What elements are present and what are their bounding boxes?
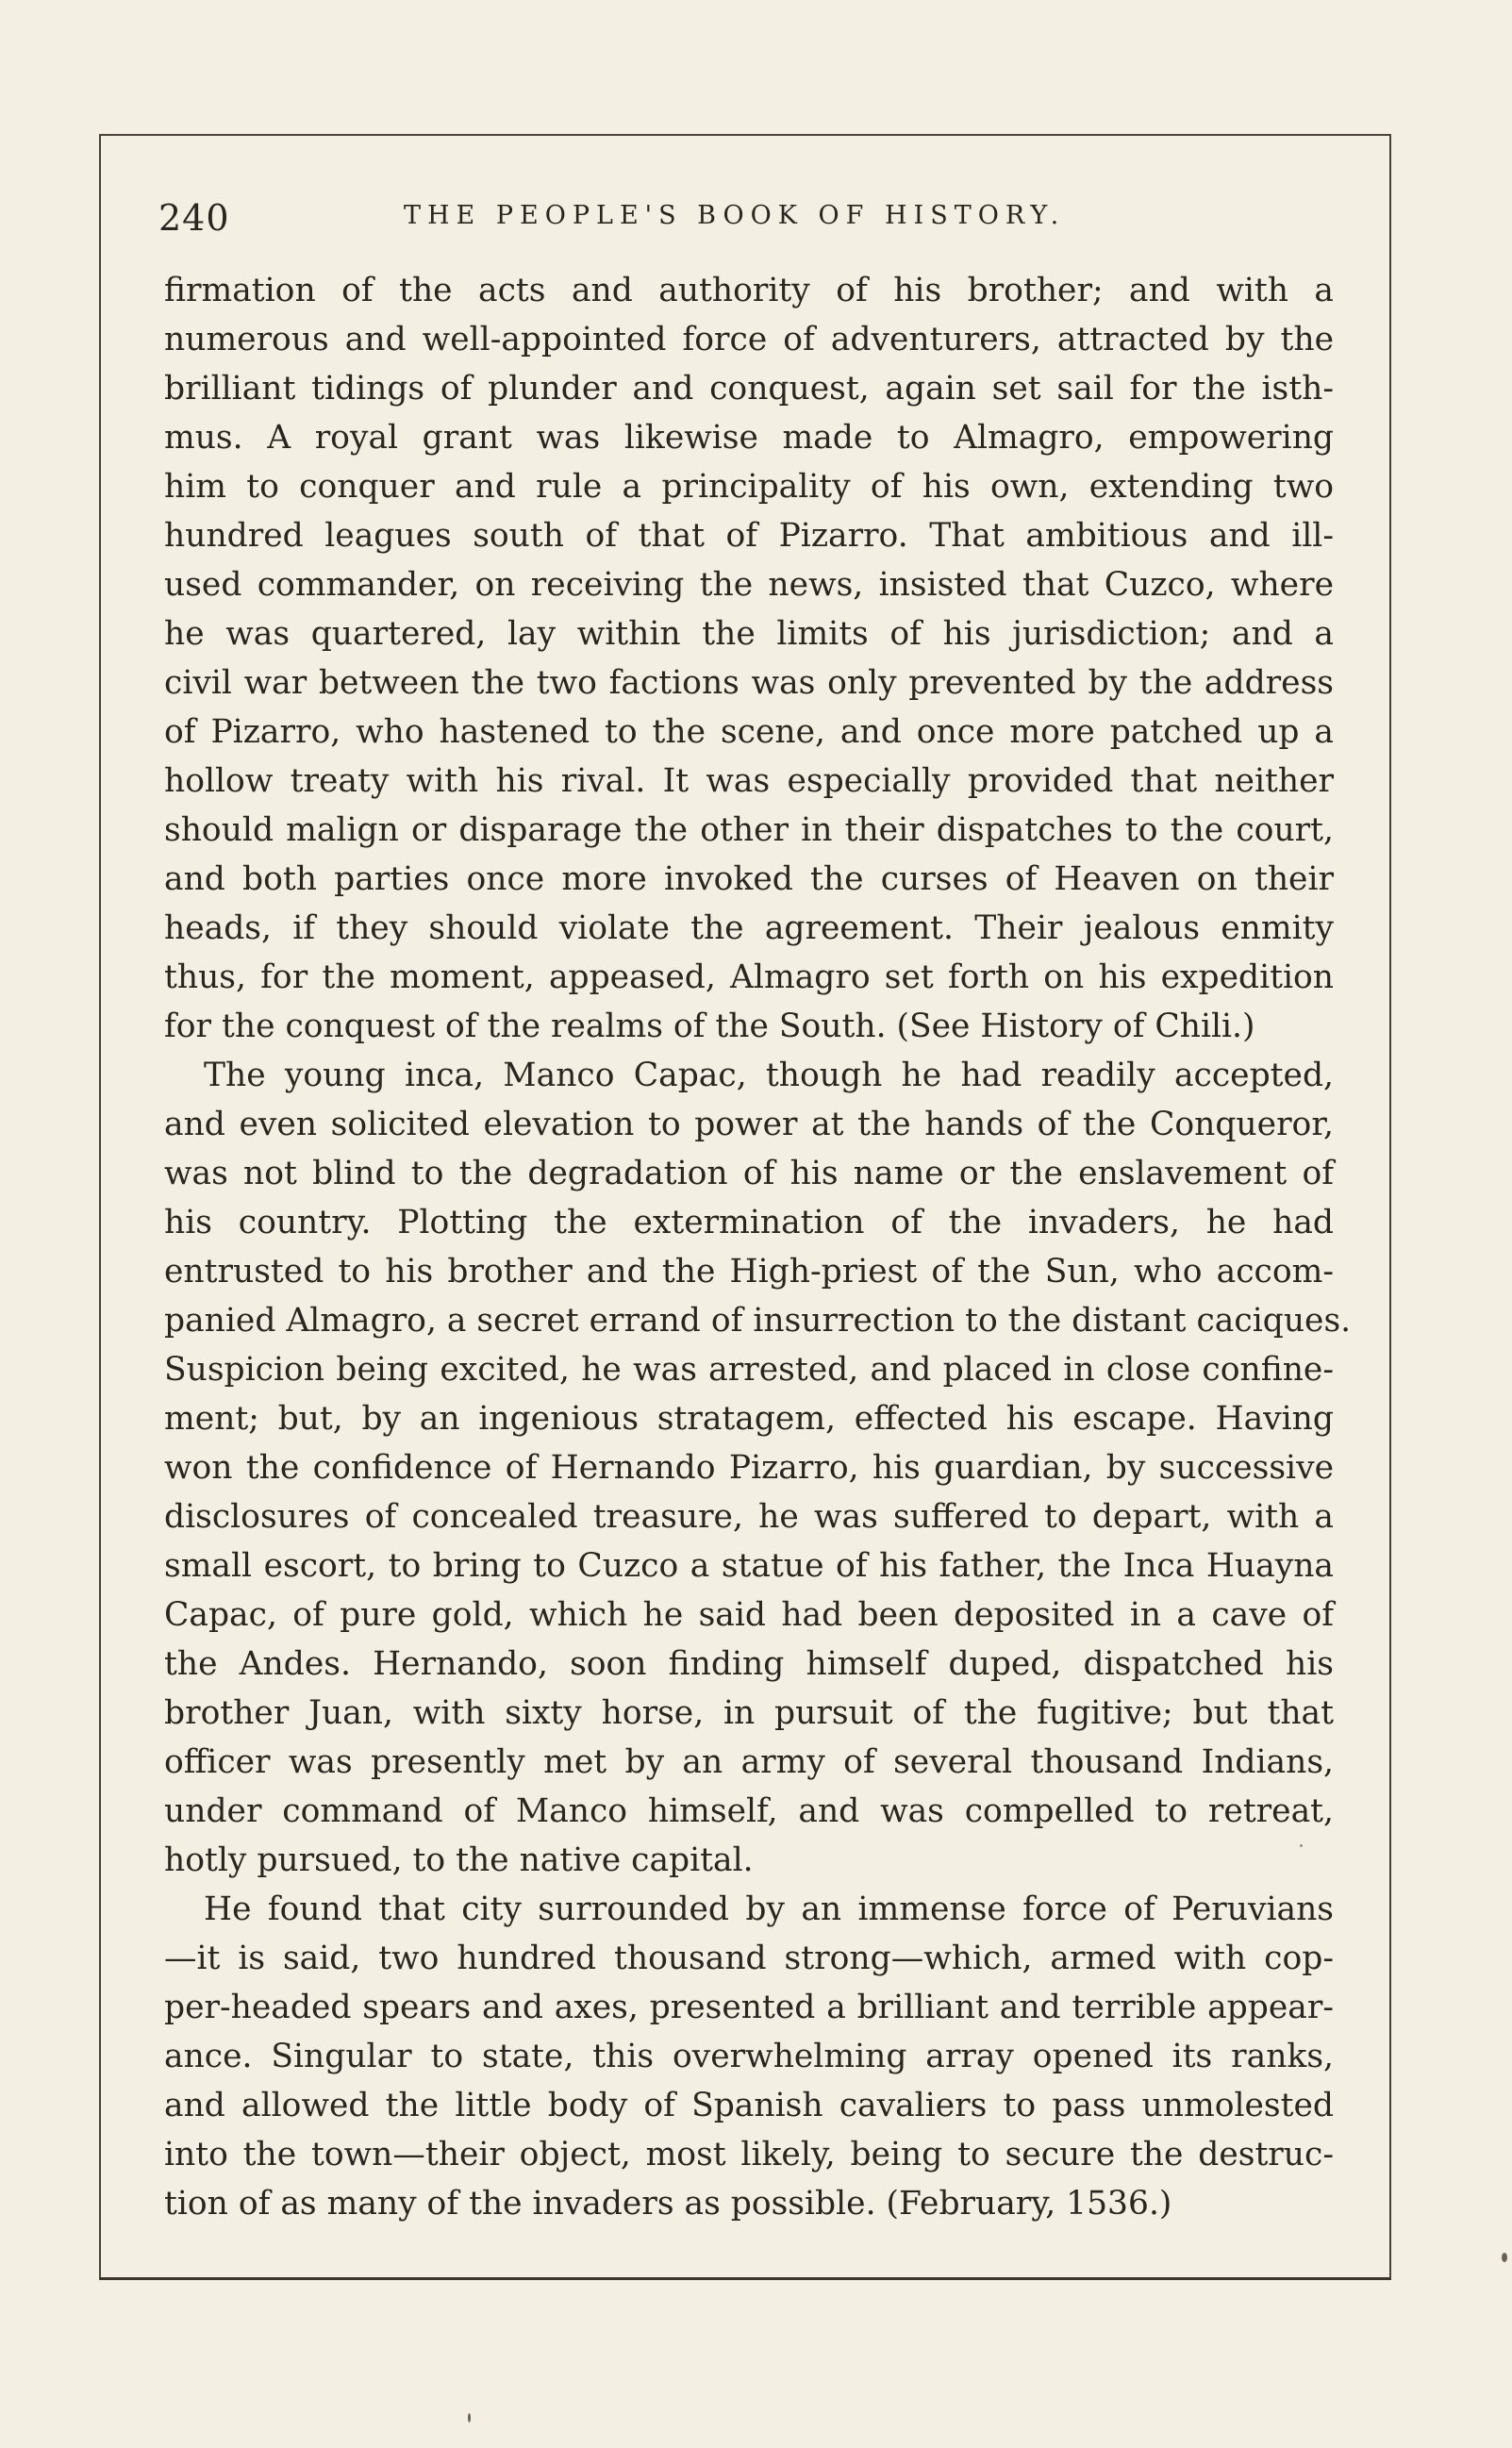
text-line: Capac, of pure gold, which he said had been deposited in a cave of <box>164 1596 1334 1634</box>
text-line: him to conquer and rule a principality of his own, extending two <box>164 468 1334 506</box>
text-line: hundred leagues south of that of Pizarro. That ambitious and ill- <box>164 517 1334 555</box>
text-line: under command of Manco himself, and was compelled to retreat, <box>164 1792 1334 1830</box>
text-line: Suspicion being excited, he was arrested, and placed in close confine- <box>164 1351 1334 1389</box>
text-line: panied Almagro, a secret errand of insurrection to the distant caciques. <box>164 1302 1352 1340</box>
text-line: tion of as many of the invaders as possible. (February, 1536.) <box>164 2185 1172 2223</box>
text-line: civil war between the two factions was only prevented by the address <box>164 664 1334 702</box>
text-line: and even solicited elevation to power at the hands of the Conqueror, <box>164 1106 1334 1143</box>
paper-speck <box>1300 1844 1303 1847</box>
page-header <box>158 193 1328 250</box>
text-line: numerous and well-appointed force of adventurers, attracted by the <box>164 321 1334 358</box>
text-line: small escort, to bring to Cuzco a statue of his father, the Inca Huayna <box>164 1547 1334 1585</box>
text-line: brilliant tidings of plunder and conquest, again set sail for the isth- <box>164 370 1334 408</box>
text-line: used commander, on receiving the news, insisted that Cuzco, where <box>164 566 1334 604</box>
paper-speck <box>468 2413 471 2423</box>
text-line: disclosures of concealed treasure, he was suffered to depart, with a <box>164 1498 1334 1536</box>
text-line: per-headed spears and axes, presented a brilliant and terrible appear- <box>164 1989 1334 2026</box>
text-line: hotly pursued, to the native capital. <box>164 1841 754 1879</box>
text-line: the Andes. Hernando, soon finding himself duped, dispatched his <box>164 1645 1334 1683</box>
text-line: He found that city surrounded by an immense force of Peruvians <box>204 1890 1334 1928</box>
text-line: for the conquest of the realms of the South. (See History of Chili.) <box>164 1008 1255 1045</box>
body-text <box>164 266 1352 2228</box>
text-line: of Pizarro, who hastened to the scene, and once more patched up a <box>164 713 1334 751</box>
text-line: —it is said, two hundred thousand strong—which, armed with cop- <box>164 1940 1334 1977</box>
running-head: THE PEOPLE'S BOOK OF HISTORY. <box>404 201 1066 230</box>
text-line: he was quartered, lay within the limits of his jurisdiction; and a <box>164 615 1334 653</box>
text-line: The young inca, Manco Capac, though he had readily accepted, <box>204 1057 1334 1094</box>
text-line: into the town—their object, most likely, being to secure the destruc- <box>164 2136 1334 2173</box>
page-number: 240 <box>158 197 230 239</box>
text-line: ment; but, by an ingenious stratagem, effected his escape. Having <box>164 1400 1334 1438</box>
text-line: was not blind to the degradation of his name or the enslavement of <box>164 1155 1334 1192</box>
paper-speck <box>1502 2253 1507 2262</box>
text-line: should malign or disparage the other in their dispatches to the court, <box>164 811 1334 849</box>
text-line: thus, for the moment, appeased, Almagro set forth on his expedition <box>164 958 1334 996</box>
text-line: and allowed the little body of Spanish cavaliers to pass unmolested <box>164 2087 1334 2124</box>
text-line: and both parties once more invoked the curses of Heaven on their <box>164 860 1334 898</box>
text-line: firmation of the acts and authority of his brother; and with a <box>164 272 1334 309</box>
text-line: mus. A royal grant was likewise made to Almagro, empowering <box>164 419 1334 457</box>
text-line: ance. Singular to state, this overwhelming array opened its ranks, <box>164 2038 1334 2075</box>
text-line: won the confidence of Hernando Pizarro, his guardian, by successive <box>164 1449 1334 1487</box>
text-line: brother Juan, with sixty horse, in pursuit of the fugitive; but that <box>164 1694 1334 1732</box>
text-line: heads, if they should violate the agreement. Their jealous enmity <box>164 909 1334 947</box>
text-line: his country. Plotting the extermination of the invaders, he had <box>164 1204 1334 1241</box>
text-line: entrusted to his brother and the High-priest of the Sun, who accom- <box>164 1253 1334 1291</box>
text-line: hollow treaty with his rival. It was especially provided that neither <box>164 762 1334 800</box>
text-line: officer was presently met by an army of several thousand Indians, <box>164 1743 1334 1781</box>
